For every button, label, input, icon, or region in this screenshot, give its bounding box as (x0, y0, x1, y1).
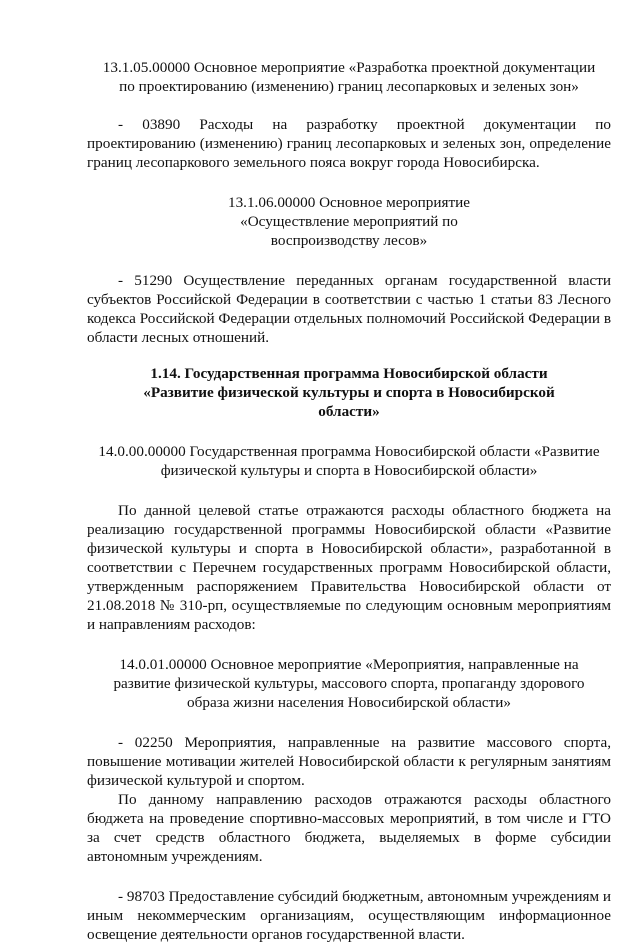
heading-14-0-00: 14.0.00.00000 Государственная программа Новосибирской области «Развитие физической культуры и спорта в Новосибирской области» (98, 443, 600, 479)
section-heading-1-14: 1.14. Государственная программа Новосибирской области «Развитие физической культуры и спорта в Новосибирской области» (143, 365, 555, 420)
paragraph-03890: - 03890 Расходы на разработку проектной документации по проектированию (изменению) границ лесопарковых и зеленых зон, определение границ лесопаркового земельного пояса вокруг города Новосибирска. (87, 116, 611, 171)
paragraph-02250-note: По данному направлению расходов отражаются расходы областного бюджета на проведение спортивно-массовых мероприятий, в том числе и ГТО за счет средств областного бюджета, выделяемых в форме субсидии автономным учреждениям. (87, 791, 611, 865)
paragraph-02250: - 02250 Мероприятия, направленные на развитие массового спорта, повышение мотивации жителей Новосибирской области к регулярным занятиям физической культурой и спортом. (87, 734, 611, 789)
paragraph-98703: - 98703 Предоставление субсидий бюджетным, автономным учреждениям и иным некоммерческим организациям, осуществляющим информационное освещение деятельности органов государственной власти. (87, 888, 612, 943)
heading-13-1-05: 13.1.05.00000 Основное мероприятие «Разработка проектной документации по проектированию (изменению) границ лесопарковых и зеленых зон» (102, 59, 596, 95)
heading-14-0-01: 14.0.01.00000 Основное мероприятие «Мероприятия, направленные на развитие физической культуры, массового спорта, пропаганду здорового образа жизни населения Новосибирской области» (113, 656, 585, 711)
paragraph-target-article: По данной целевой статье отражаются расходы областного бюджета на реализацию государственной программы Новосибирской области «Развитие физической культуры и спорта в Новосибирской области», разработанной в соответствии с Перечнем государственных программ Новосибирской области, утвержденным распоряжением Правительства Новосибирской области от 21.08.2018 № 310-рп, осуществляемые по следующим основным мероприятиям и направлениям расходов: (87, 502, 611, 633)
heading-13-1-06: 13.1.06.00000 Основное мероприятие «Осуществление мероприятий по воспроизводству лесов» (227, 194, 471, 249)
document-page (87, 58, 611, 944)
paragraph-51290: - 51290 Осуществление переданных органам государственной власти субъектов Российской Федерации в соответствии с частью 1 статьи 83 Лесного кодекса Российской Федерации отдельных полномочий Российской Федерации в области лесных отношений. (87, 272, 611, 346)
